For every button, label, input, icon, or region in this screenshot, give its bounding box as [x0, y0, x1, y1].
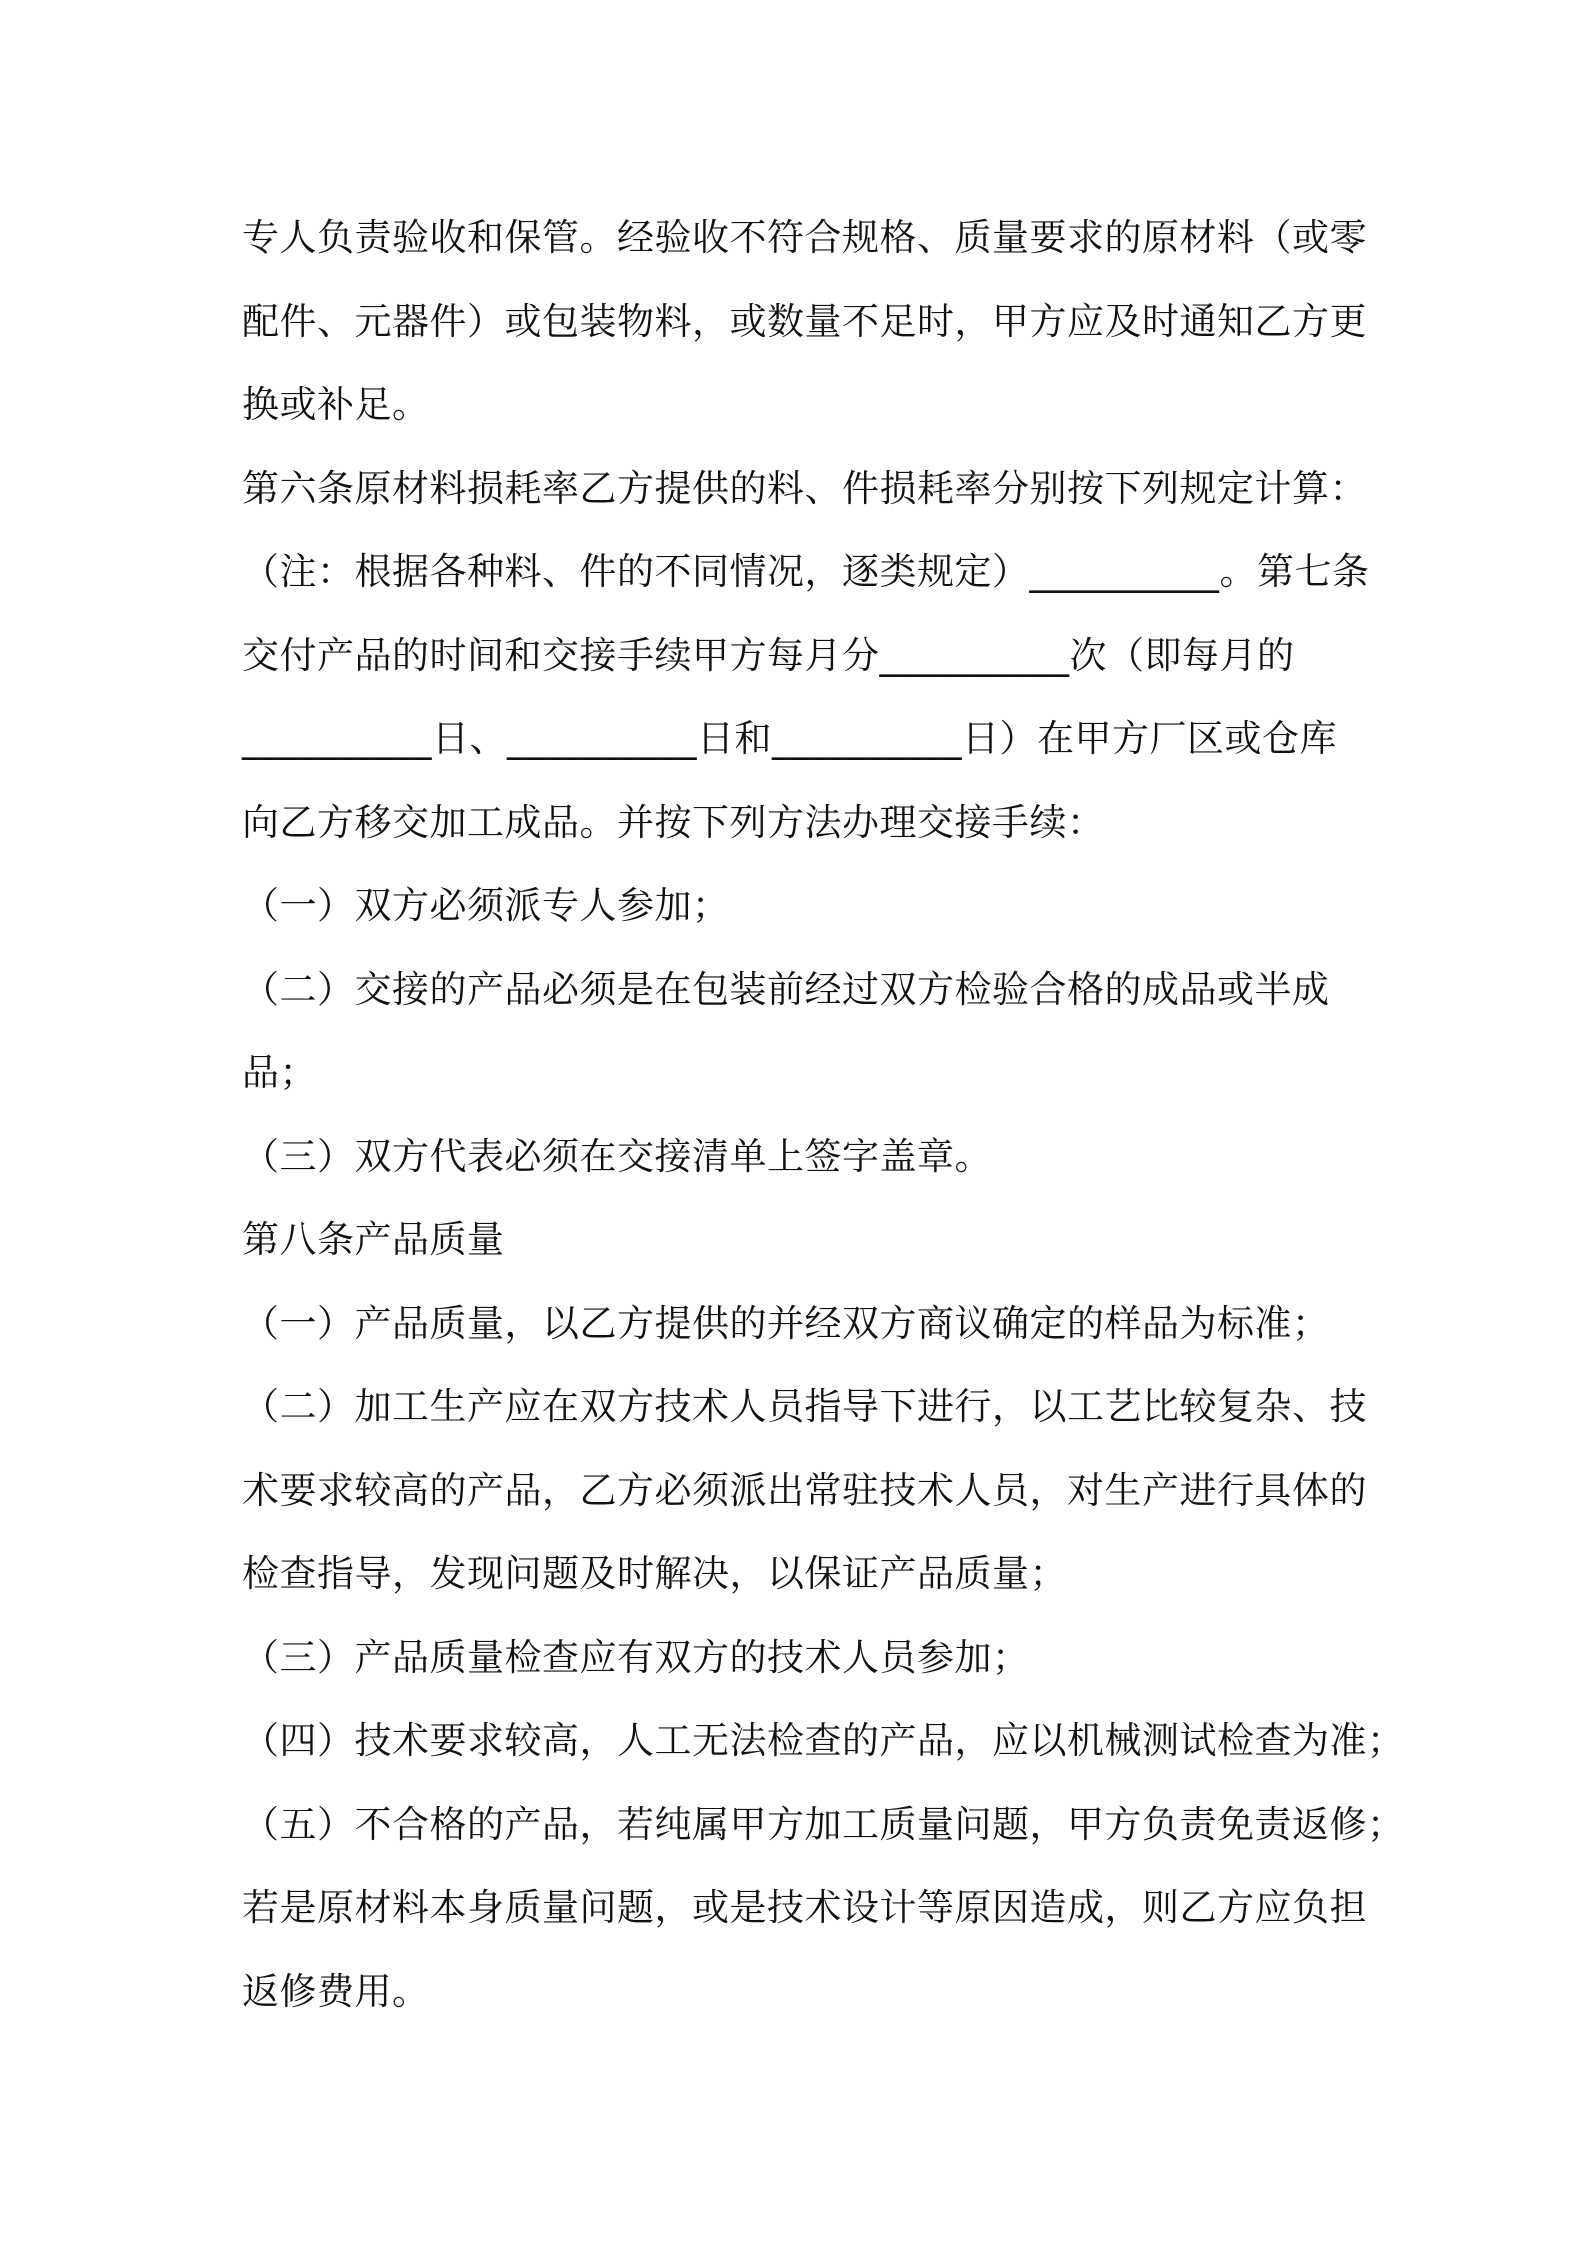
text-line: 向乙方移交加工成品。并按下列方法办理交接手续：	[242, 800, 1105, 844]
text-line: （五）不合格的产品，若纯属甲方加工质量问题，甲方负责免责返修；	[242, 1802, 1405, 1846]
text-line: （一）双方必须派专人参加；	[242, 884, 730, 927]
text-line: 品；	[242, 1051, 317, 1094]
text-line: 配件、元器件）或包装物料，或数量不足时，甲方应及时通知乙方更	[242, 299, 1367, 343]
text-line: 若是原材料本身质量问题，或是技术设计等原因造成，则乙方应负担	[242, 1886, 1367, 1929]
text-line: 返修费用。	[242, 1969, 430, 2013]
text-line: 换或补足。	[242, 383, 430, 426]
text-line: （三）双方代表必须在交接清单上签字盖章。	[242, 1134, 992, 1178]
text-line: 交付产品的时间和交接手续甲方每月分__________次（即每月的	[242, 633, 1295, 677]
text-line: __________日、__________日和__________日）在甲方厂区或仓库	[242, 717, 1337, 760]
text-line: （注：根据各种料、件的不同情况，逐类规定）__________。第七条	[242, 550, 1370, 593]
text-line: 第八条产品质量	[242, 1218, 505, 1261]
text-line: 第六条原材料损耗率乙方提供的料、件损耗率分别按下列规定计算：	[242, 466, 1367, 510]
text-line: （一）产品质量，以乙方提供的并经双方商议确定的样品为标准；	[242, 1301, 1330, 1345]
text-line: （二）加工生产应在双方技术人员指导下进行，以工艺比较复杂、技	[242, 1385, 1367, 1428]
text-line: （二）交接的产品必须是在包装前经过双方检验合格的成品或半成	[242, 967, 1330, 1011]
text-line: 检查指导，发现问题及时解决，以保证产品质量；	[242, 1552, 1067, 1595]
text-line: （三）产品质量检查应有双方的技术人员参加；	[242, 1635, 1030, 1679]
text-line: 专人负责验收和保管。经验收不符合规格、质量要求的原材料（或零	[242, 216, 1367, 259]
document-body	[242, 196, 1405, 2033]
text-line: 术要求较高的产品，乙方必须派出常驻技术人员，对生产进行具体的	[242, 1468, 1367, 1512]
text-line: （四）技术要求较高，人工无法检查的产品，应以机械测试检查为准；	[242, 1719, 1405, 1762]
